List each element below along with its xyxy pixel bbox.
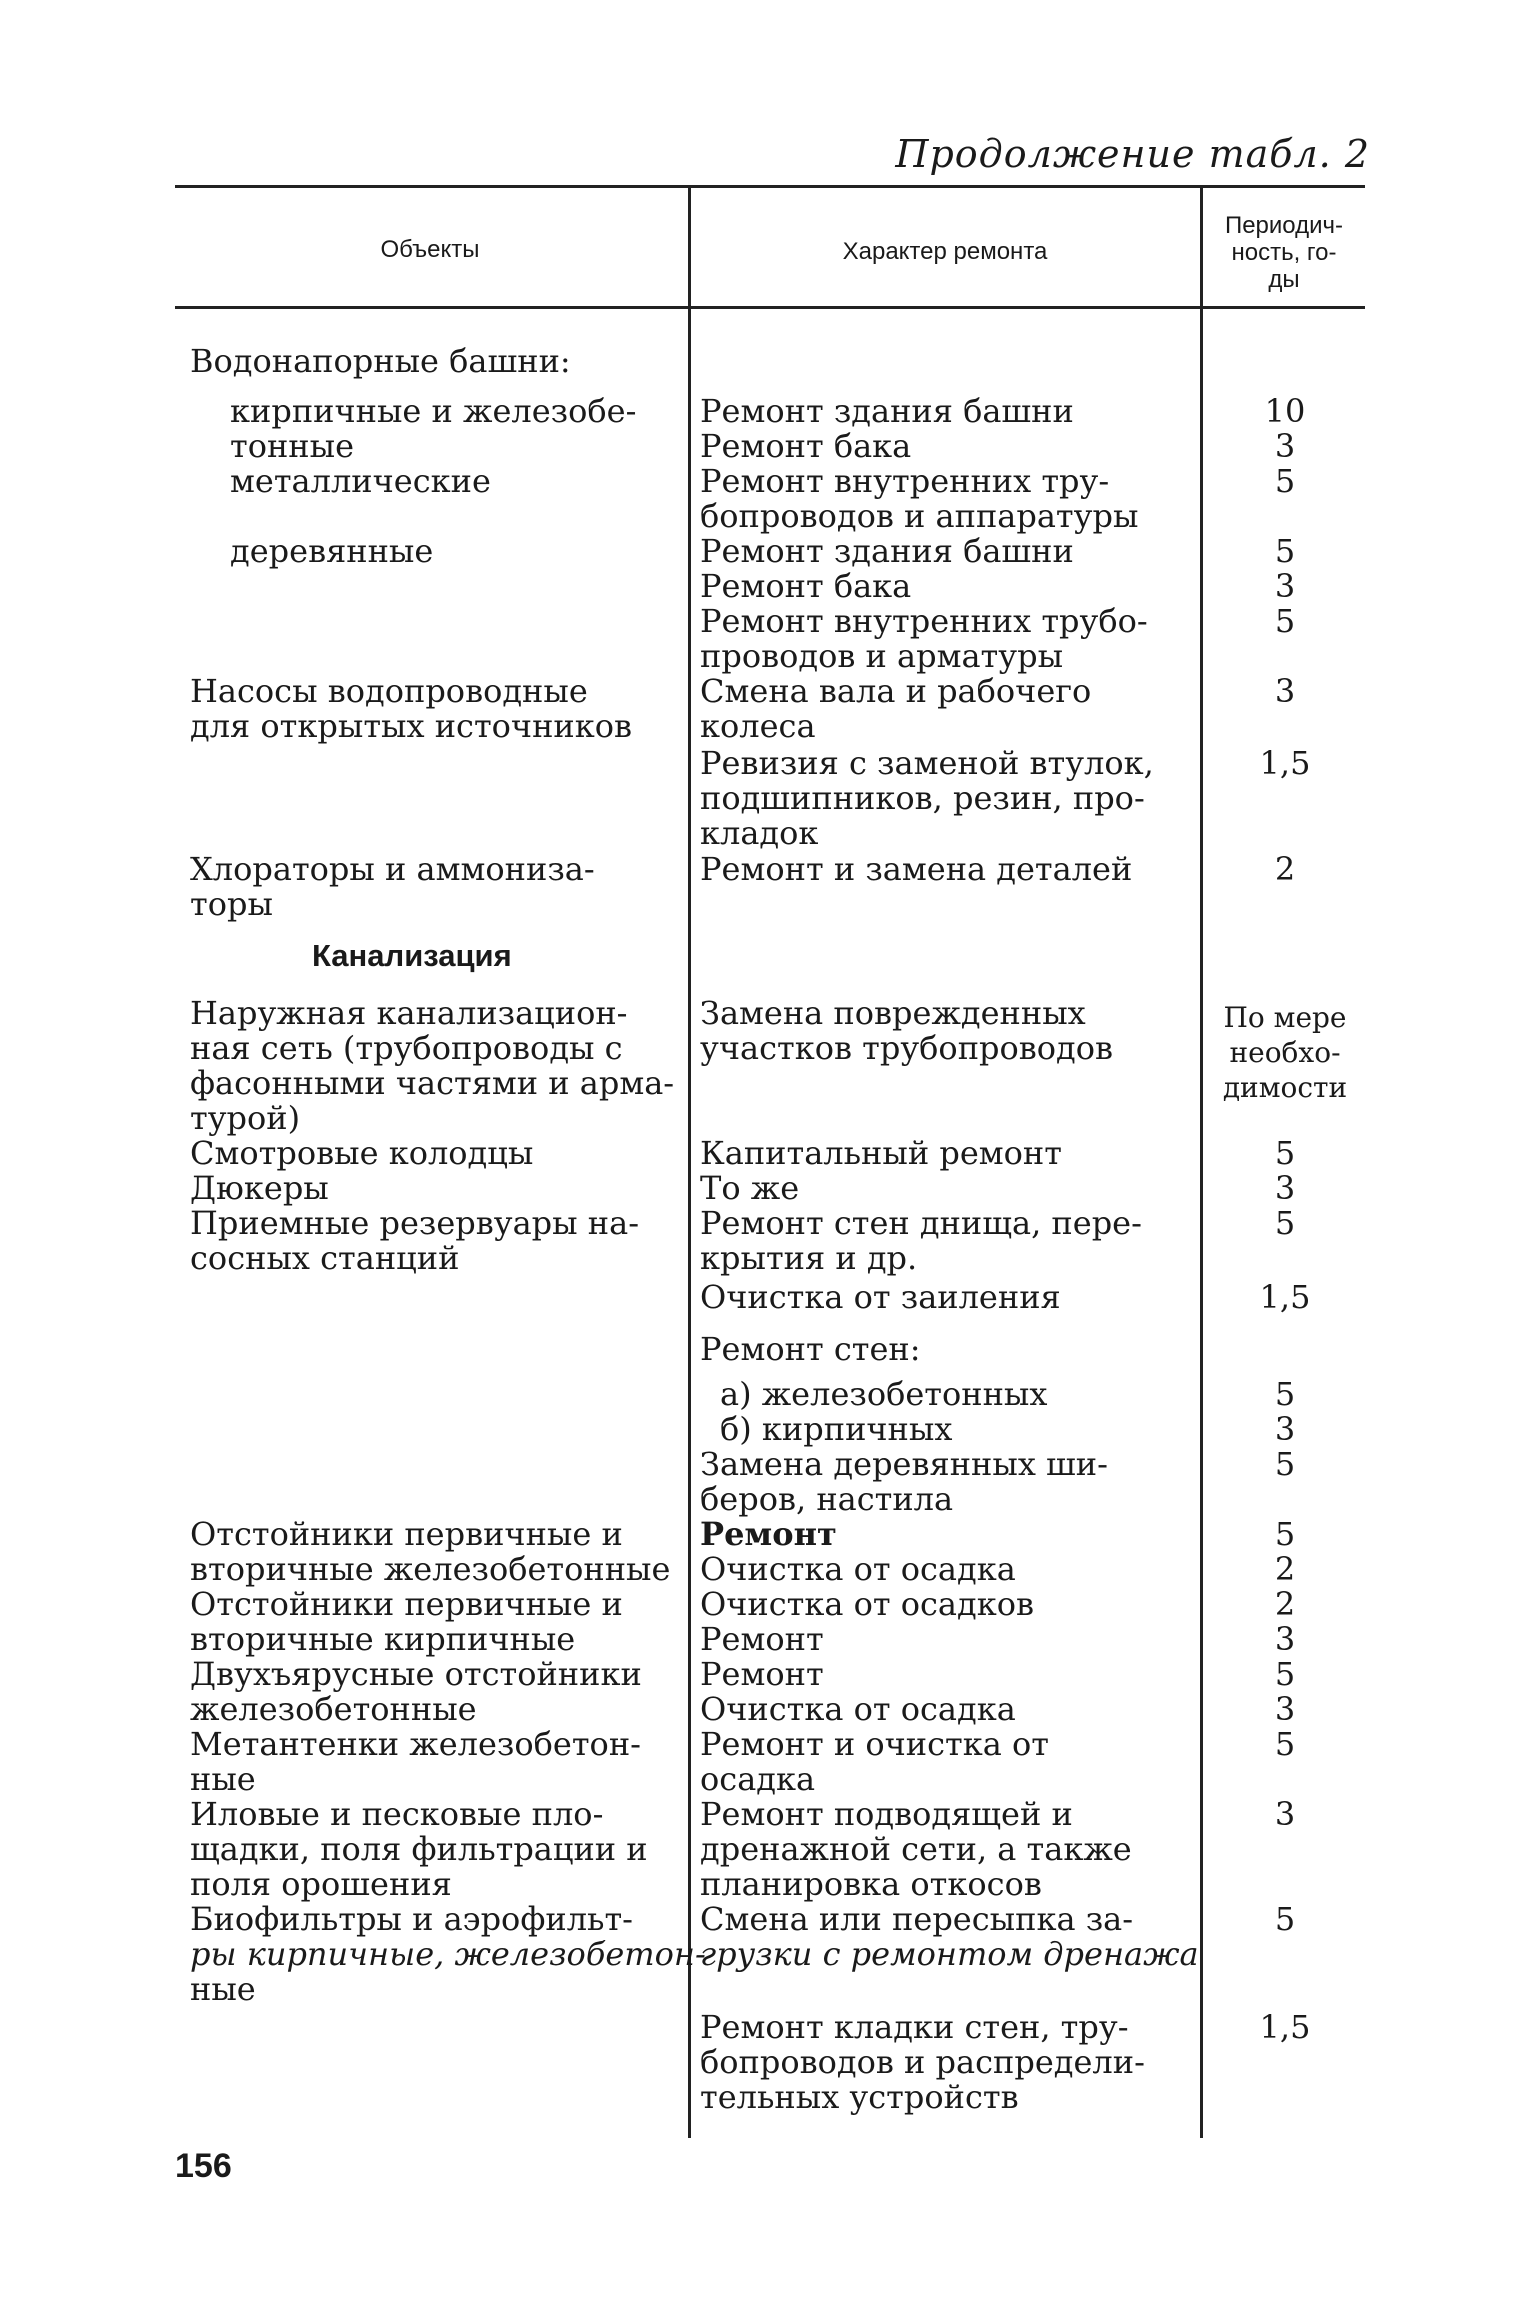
row-repair: Очистка от заиления [700,1278,1061,1316]
row-period: 3 [1274,672,1296,710]
row-period: 5 3 5 [1274,1375,1296,1483]
row-period: 5 [1274,462,1296,500]
continuation-caption: Продолжение табл. 2 [895,132,1370,176]
row-repair: Ремонт кладки стен, тру- бопроводов и распредели- тельных устройств [700,2008,1145,2116]
row-repair: Капитальный ремонт То же Ремонт стен днища, пере- крытия и др. [700,1134,1142,1277]
header-rule [175,306,1365,309]
row-period: 1,5 [1259,1278,1311,1316]
section-heading: Канализация [312,938,512,973]
row-repair: Замена поврежденных участков трубопроводов [700,994,1114,1067]
row-repair: Ремонт внутренних тру- бопроводов и аппаратуры [700,462,1139,535]
row-period: 1,5 [1259,2008,1311,2046]
row-object: Отстойники первичные и вторичные железобетонные Отстойники первичные и вторичные кирпичные Двухъярусные отстойники железобетонные Метантенки железобетон- ные [190,1515,671,1798]
row-period: По мере необхо- димости [1222,1001,1348,1104]
top-rule [175,185,1365,188]
row-object: Водонапорные башни: [190,342,571,380]
row-repair: Ремонт здания башни Ремонт бака [700,392,1074,465]
row-object: Насосы водопроводные для открытых источников [190,672,633,745]
row-repair: Ремонт и замена деталей [700,850,1133,888]
row-object: Хлораторы и аммониза- торы [190,850,595,923]
row-object: Иловые и песковые пло- щадки, поля фильтрации и поля орошения Биофильтры и аэрофильт- ры кирпичные, железобетон- ные [190,1795,706,2008]
column-header-objects: Объекты [380,236,480,263]
row-object: Смотровые колодцы Дюкеры Приемные резервуары на- сосных станций [190,1134,640,1277]
row-period: 5 3 5 [1274,532,1296,640]
row-repair: Ремонт подводящей и дренажной сети, а также планировка откосов Смена или пересыпка за- грузки с ремонтом дренажа [700,1795,1199,1973]
column-header-repair: Характер ремонта [842,238,1048,265]
row-object: Наружная канализацион- ная сеть (трубопроводы с фасонными частями и арма- турой) [190,994,675,1137]
row-repair: Ремонт стен: а) железобетонных б) кирпичных Замена деревянных ши- беров, настила [700,1330,1108,1518]
row-repair: Смена вала и рабочего колеса [700,672,1092,745]
row-repair: Ревизия с заменой втулок, подшипников, резин, про- кладок [700,744,1154,852]
row-period: 1,5 [1259,744,1311,782]
row-repair: Ремонт здания башни Ремонт бака Ремонт внутренних трубо- проводов и арматуры [700,532,1148,675]
row-period: 3 5 [1274,1795,1296,1938]
page-number: 156 [175,2147,232,2185]
column-header-period: Периодич- ность, го- ды [1224,212,1344,293]
row-period: 2 [1274,850,1296,888]
row-object: кирпичные и железобе- тонные [230,392,637,465]
row-object: деревянные [230,532,434,570]
row-period: 5 3 5 [1274,1134,1296,1242]
row-period: 5 2 2 3 5 3 5 [1274,1515,1296,1763]
row-repair: Ремонт Очистка от осадка Очистка от осадков Ремонт Ремонт Очистка от осадка Ремонт и очистка от осадка [700,1515,1049,1798]
row-period: 10 3 [1264,392,1306,465]
row-object: металлические [230,462,491,500]
column-divider-2 [1200,188,1203,2138]
